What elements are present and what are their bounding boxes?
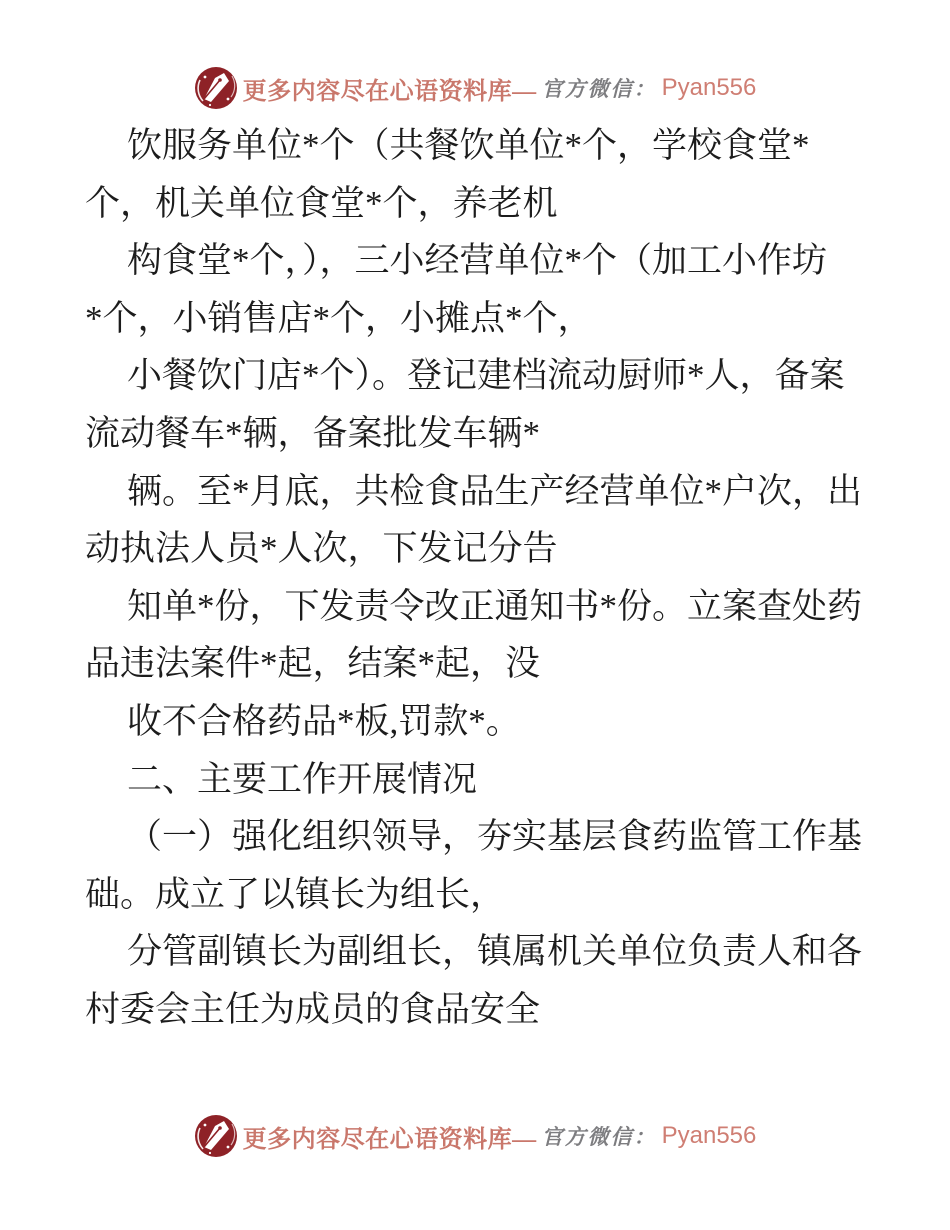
text-line: 构食堂*个，），三小经营单位*个（加工小作坊 bbox=[127, 241, 828, 281]
text-line: 分管副镇长为副组长，镇属机关单位负责人和各 bbox=[127, 932, 863, 972]
pen-nib-logo-icon bbox=[194, 1114, 238, 1158]
watermark-wechat-id: Pyan556 bbox=[661, 1122, 757, 1149]
text-line: 流动餐车*辆，备案批发车辆* bbox=[85, 413, 541, 453]
text-line: 动执法人员*人次，下发记分告 bbox=[85, 529, 558, 569]
watermark-wechat-label: 官方微信： bbox=[541, 76, 657, 101]
text-line: 知单*份，下发责令改正通知书*份。立案查处药 bbox=[127, 586, 863, 626]
header-watermark bbox=[0, 64, 950, 112]
text-line: 二、主要工作开展情况 bbox=[127, 759, 478, 799]
text-line: 小餐饮门店*个）。登记建档流动厨师*人，备案 bbox=[127, 356, 845, 396]
text-line: 个，机关单位食堂*个，养老机 bbox=[85, 183, 558, 223]
text-line: 饮服务单位*个（共餐饮单位*个，学校食堂* bbox=[127, 126, 810, 165]
pen-nib-logo-icon bbox=[194, 66, 238, 110]
document-body bbox=[85, 117, 867, 1039]
text-line: *个，小销售店*个，小摊点*个， bbox=[85, 298, 593, 338]
watermark-brand-text: 更多内容尽在心语资料库— bbox=[242, 1126, 537, 1153]
text-line: 辆。至*月底，共检食品生产经营单位*户次，出 bbox=[127, 471, 863, 511]
watermark-wechat-label: 官方微信： bbox=[541, 1124, 657, 1149]
footer-watermark bbox=[0, 1112, 950, 1160]
text-line: （一）强化组织领导，夯实基层食药监管工作基 bbox=[127, 817, 863, 857]
text-line: 础。成立了以镇长为组长， bbox=[85, 874, 506, 914]
text-line: 村委会主任为成员的食品安全 bbox=[85, 989, 541, 1029]
text-line: 品违法案件*起，结案*起，没 bbox=[85, 644, 541, 684]
watermark-wechat-id: Pyan556 bbox=[661, 74, 757, 101]
text-line: 收不合格药品*板,罚款*。 bbox=[127, 701, 521, 741]
watermark-brand-text: 更多内容尽在心语资料库— bbox=[242, 78, 537, 105]
